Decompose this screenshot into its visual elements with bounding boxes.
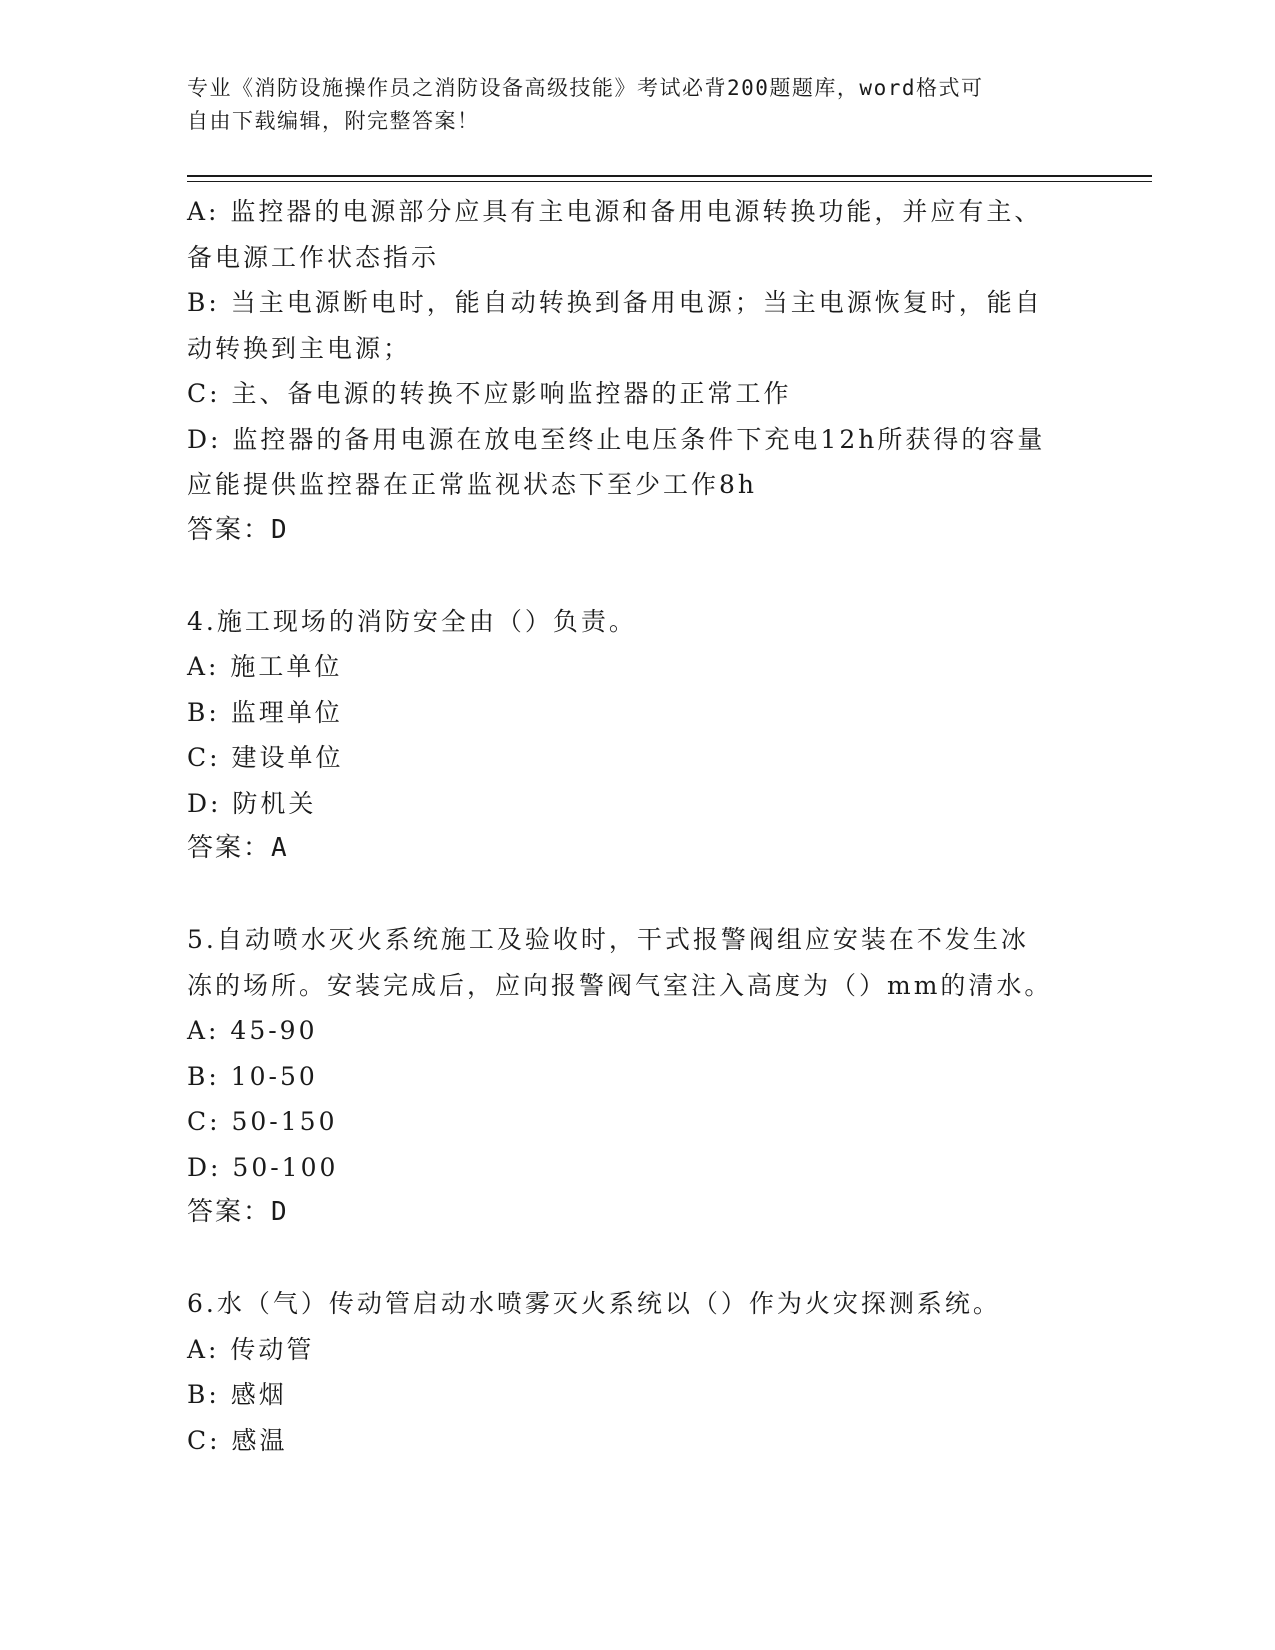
option-c: C: 感温: [187, 1425, 288, 1455]
document-header: [187, 72, 1087, 138]
option-c: C: 主、备电源的转换不应影响监控器的正常工作: [187, 379, 792, 408]
header-title-line-2: 自由下载编辑，附完整答案！: [187, 109, 480, 133]
option-c: C: 50-150: [187, 1107, 338, 1136]
question-6: [187, 1281, 1117, 1463]
option-c: C: 建设单位: [187, 743, 344, 772]
question-list: [187, 189, 1117, 1463]
option-b: B: 感烟: [187, 1380, 287, 1409]
spacer: [187, 872, 1117, 918]
option-d: D: 防机关: [187, 788, 317, 818]
question-5: [187, 917, 1117, 1236]
option-d-line-2: 应能提供监控器在正常监视状态下至少工作8h: [187, 470, 758, 499]
answer-label: 答案：D: [187, 514, 289, 545]
question-text-line-1: 5.自动喷水灭火系统施工及验收时，干式报警阀组应安装在不发生冰: [187, 925, 1029, 954]
answer-label: 答案：A: [187, 833, 289, 863]
question-text-line-2: 冻的场所。安装完成后，应向报警阀气室注入高度为（）mm的清水。: [187, 970, 1053, 1000]
question-text: 6.水（气）传动管启动水喷雾灭火系统以（）作为火灾探测系统。: [187, 1289, 1001, 1318]
option-b-line-2: 动转换到主电源；: [187, 333, 412, 363]
option-a-line-2: 备电源工作状态指示: [187, 242, 440, 272]
option-a: A: 45-90: [187, 1016, 318, 1045]
option-b: B: 监理单位: [187, 697, 343, 727]
option-a: A: 传动管: [187, 1334, 315, 1364]
spacer: [187, 1236, 1117, 1282]
question-3: [187, 189, 1117, 553]
header-divider-thick: [187, 175, 1152, 177]
spacer: [187, 553, 1117, 599]
option-d: D: 50-100: [187, 1152, 339, 1182]
header-title-line-1: 专业《消防设施操作员之消防设备高级技能》考试必背200题题库，word格式可: [187, 76, 984, 100]
option-a-line-1: A: 监控器的电源部分应具有主电源和备用电源转换功能，并应有主、: [187, 197, 1043, 226]
answer-label: 答案：D: [187, 1197, 289, 1227]
option-a: A: 施工单位: [187, 652, 343, 681]
option-d-line-1: D: 监控器的备用电源在放电至终止电压条件下充电12h所获得的容量: [187, 424, 1046, 454]
header-divider-thin: [187, 181, 1152, 182]
option-b-line-1: B: 当主电源断电时，能自动转换到备用电源；当主电源恢复时，能自: [187, 288, 1043, 317]
option-b: B: 10-50: [187, 1061, 318, 1091]
question-4: [187, 599, 1117, 872]
question-text: 4.施工现场的消防安全由（）负责。: [187, 606, 637, 636]
